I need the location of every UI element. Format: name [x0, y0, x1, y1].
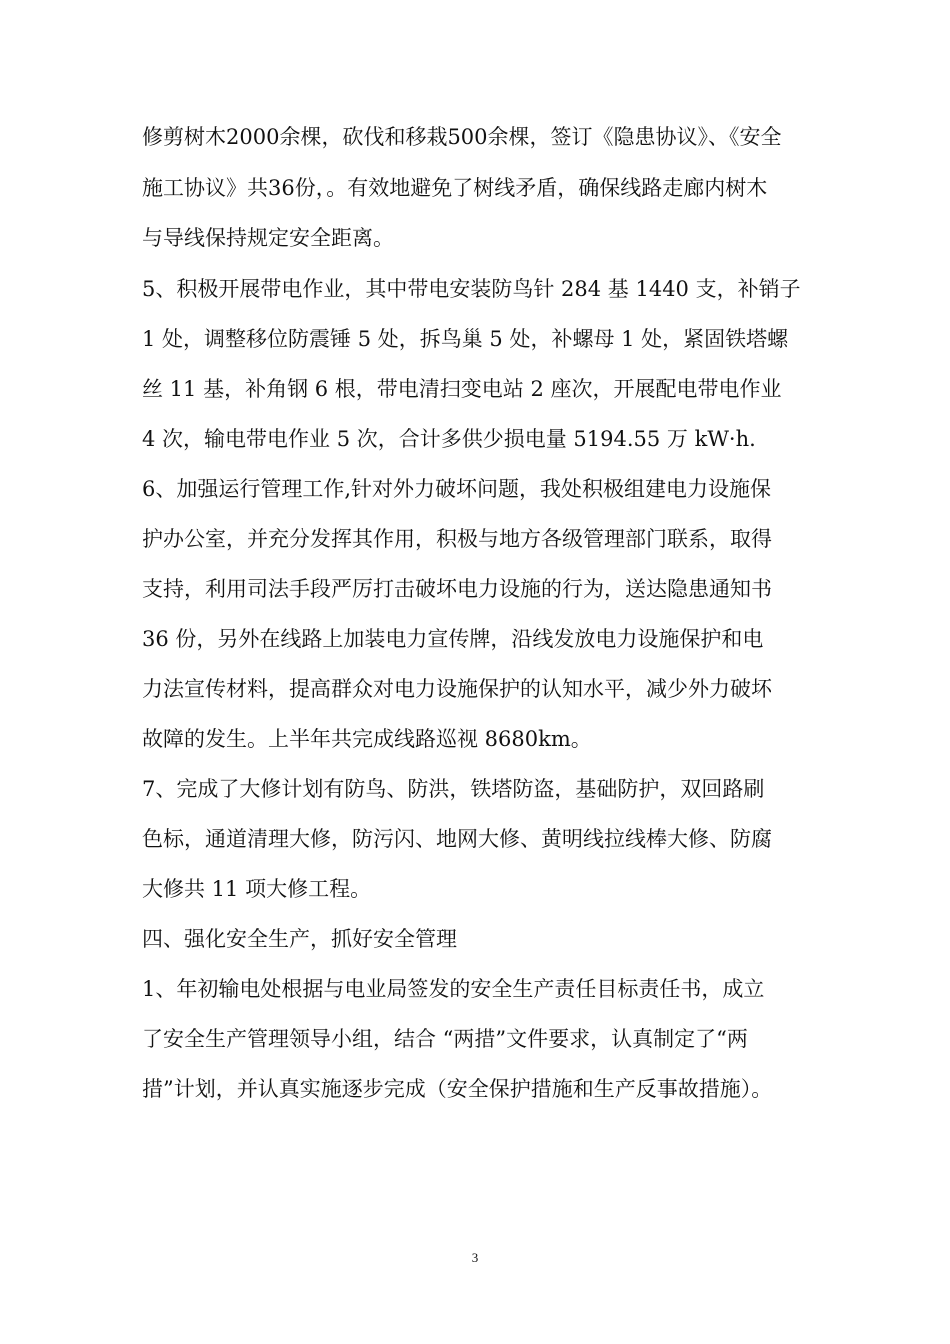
text-line: 色标，通道清理大修，防污闪、地网大修、黄明线拉线棒大修、防腐 [142, 827, 772, 851]
page-number: 3 [471, 1250, 479, 1265]
text-line: 4 次，输电带电作业 5 次，合计多供少损电量 5194.55 万 kW·h. [142, 427, 756, 451]
text-line: 措”计划，并认真实施逐步完成（安全保护措施和生产反事故措施）。 [142, 1077, 773, 1101]
text-line: 1、年初输电处根据与电业局签发的安全生产责任目标责任书，成立 [142, 977, 765, 1001]
text-line: 施工协议》共36份，。有效地避免了树线矛盾，确保线路走廊内树木 [142, 176, 768, 200]
section-heading: 四、强化安全生产，抓好安全管理 [142, 927, 457, 951]
text-line: 5、积极开展带电作业，其中带电安装防鸟针 284 基 1440 支，补销子 [142, 277, 801, 301]
text-line: 6、加强运行管理工作,针对外力破坏问题，我处积极组建电力设施保 [142, 477, 772, 501]
text-line: 了安全生产管理领导小组，结合 “两措”文件要求，认真制定了“两 [142, 1027, 748, 1051]
text-line: 修剪树木2000余棵，砍伐和移栽500余棵，签订《隐患协议》、《安全 [142, 125, 782, 149]
text-line: 丝 11 基，补角钢 6 根，带电清扫变电站 2 座次，开展配电带电作业 [142, 377, 782, 401]
text-line: 36 份，另外在线路上加装电力宣传牌，沿线发放电力设施保护和电 [142, 627, 764, 651]
text-line: 与导线保持规定安全距离。 [142, 226, 394, 250]
text-line: 大修共 11 项大修工程。 [142, 877, 372, 901]
text-line: 7、完成了大修计划有防鸟、防洪，铁塔防盗，基础防护，双回路刷 [142, 777, 765, 801]
text-line: 支持，利用司法手段严厉打击破坏电力设施的行为，送达隐患通知书 [142, 577, 772, 601]
text-line: 1 处，调整移位防震锤 5 处，拆鸟巢 5 处，补螺母 1 处，紧固铁塔螺 [142, 327, 789, 351]
text-line: 力法宣传材料，提高群众对电力设施保护的认知水平，减少外力破坏 [142, 677, 772, 701]
text-line: 护办公室，并充分发挥其作用，积极与地方各级管理部门联系，取得 [142, 527, 772, 551]
text-line: 故障的发生。上半年共完成线路巡视 8680km。 [142, 727, 592, 751]
